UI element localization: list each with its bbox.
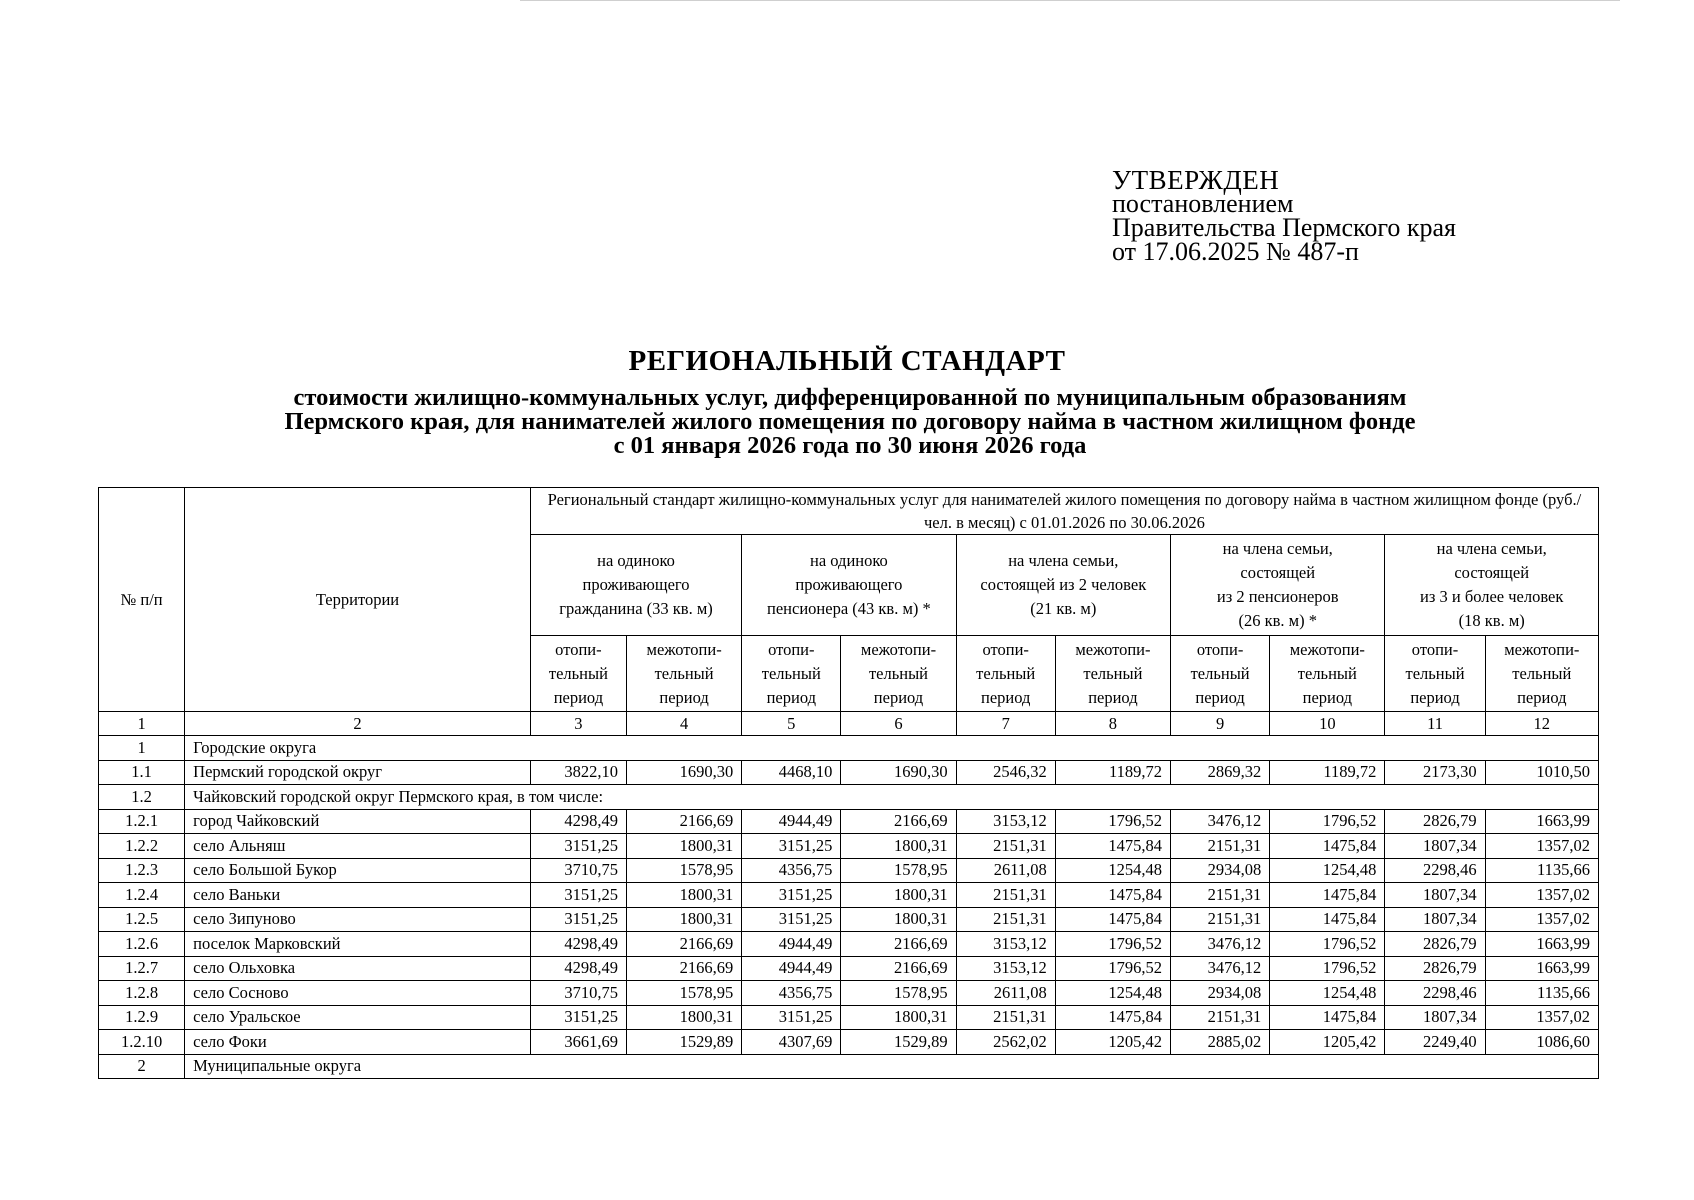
- cost-value: 2826,79: [1385, 932, 1485, 957]
- cost-value: 1357,02: [1485, 1005, 1598, 1030]
- header-group-1: [530, 535, 741, 636]
- cost-value: 1578,95: [626, 981, 741, 1006]
- cost-value: 1357,02: [1485, 907, 1598, 932]
- cost-value: 1800,31: [841, 1005, 956, 1030]
- cost-value: 3151,25: [530, 907, 626, 932]
- header-group-line: на члена семьи,: [1436, 539, 1547, 558]
- column-number: 5: [742, 712, 841, 736]
- cost-value: 4307,69: [742, 1030, 841, 1055]
- header-group-line: состоящей из 2 человек: [980, 575, 1147, 594]
- section-row: [99, 736, 1599, 761]
- cost-value: 3476,12: [1171, 932, 1270, 957]
- header-group-line: на одиноко: [810, 551, 888, 570]
- header-territory: Территории: [185, 488, 531, 712]
- cost-value: 2166,69: [626, 956, 741, 981]
- header-nonheating-line: период: [1302, 687, 1353, 707]
- cost-value: 3151,25: [530, 1005, 626, 1030]
- territory-name: село Сосново: [185, 981, 531, 1006]
- column-number: 2: [185, 712, 531, 736]
- table-row: [99, 834, 1599, 859]
- header-group-line: (18 кв. м): [1458, 611, 1525, 630]
- header-heating-line: тельный: [976, 663, 1036, 683]
- approval-line-1: постановлением: [1112, 189, 1294, 218]
- table-header: [99, 488, 1599, 712]
- cost-value: 1663,99: [1485, 809, 1598, 834]
- cost-value: 3153,12: [956, 932, 1055, 957]
- row-number: 1.2.4: [99, 883, 185, 908]
- header-heating-line: период: [553, 687, 604, 707]
- header-nonheating-line: период: [1088, 687, 1138, 707]
- document-subtitle: [160, 386, 1540, 458]
- table-row: [99, 956, 1599, 981]
- table-row: [99, 858, 1599, 883]
- row-number: 1.2.7: [99, 956, 185, 981]
- row-number: 1.2.2: [99, 834, 185, 859]
- approval-line-3: от 17.06.2025 № 487-п: [1112, 237, 1359, 266]
- territory-name: город Чайковский: [185, 809, 531, 834]
- cost-value: 4298,49: [530, 956, 626, 981]
- header-nonheating-line: тельный: [654, 663, 714, 683]
- cost-value: 4356,75: [742, 981, 841, 1006]
- cost-value: 4944,49: [742, 809, 841, 834]
- table-row: [99, 932, 1599, 957]
- cost-value: 1800,31: [626, 907, 741, 932]
- header-nonheating-line: тельный: [1083, 663, 1143, 683]
- header-group-line: на члена семьи,: [1222, 539, 1333, 558]
- header-nonheating-period: [626, 636, 741, 712]
- cost-value: 1475,84: [1270, 883, 1385, 908]
- cost-value: 1796,52: [1055, 809, 1170, 834]
- cost-value: 2611,08: [956, 858, 1055, 883]
- cost-value: 2826,79: [1385, 809, 1485, 834]
- column-number: 8: [1055, 712, 1170, 736]
- header-num: № п/п: [99, 488, 185, 712]
- cost-value: 1690,30: [841, 760, 956, 785]
- cost-value: 1475,84: [1055, 883, 1170, 908]
- header-group-line: проживающего: [795, 575, 903, 594]
- section-name: Городские округа: [185, 736, 1599, 761]
- header-nonheating-line: период: [873, 687, 924, 707]
- cost-value: 4468,10: [742, 760, 841, 785]
- cost-value: 1796,52: [1270, 932, 1385, 957]
- header-nonheating-line: межотопи-: [860, 639, 937, 659]
- header-heating-line: тельный: [1190, 663, 1250, 683]
- subtitle-line-2: Пермского края, для нанимателей жилого помещения по договору найма в частном жилищном фонде: [284, 408, 1416, 435]
- cost-value: 1254,48: [1270, 981, 1385, 1006]
- header-nonheating-line: межотопи-: [1075, 639, 1151, 659]
- cost-value: 1189,72: [1270, 760, 1385, 785]
- table-row: [99, 883, 1599, 908]
- cost-value: 3151,25: [742, 907, 841, 932]
- header-heating-line: период: [1410, 687, 1460, 707]
- cost-value: 1475,84: [1270, 1005, 1385, 1030]
- cost-value: 2934,08: [1171, 981, 1270, 1006]
- header-group-line: из 3 и более человек: [1420, 587, 1564, 606]
- table-row: [99, 981, 1599, 1006]
- section-name: Муниципальные округа: [185, 1054, 1599, 1079]
- cost-value: 1807,34: [1385, 1005, 1485, 1030]
- table-row: [99, 1030, 1599, 1055]
- header-group-line: проживающего: [582, 575, 690, 594]
- table-body: [99, 712, 1599, 1079]
- cost-value: 1135,66: [1485, 858, 1598, 883]
- column-number: 3: [530, 712, 626, 736]
- header-nonheating-period: [841, 636, 956, 712]
- cost-value: 3153,12: [956, 956, 1055, 981]
- cost-value: 2298,46: [1385, 981, 1485, 1006]
- cost-value: 3476,12: [1171, 956, 1270, 981]
- cost-value: 1796,52: [1270, 956, 1385, 981]
- cost-value: 2166,69: [626, 809, 741, 834]
- header-heating-line: тельный: [1405, 663, 1465, 683]
- cost-value: 1357,02: [1485, 834, 1598, 859]
- column-number: 7: [956, 712, 1055, 736]
- document-title: РЕГИОНАЛЬНЫЙ СТАНДАРТ: [628, 345, 1066, 377]
- approval-title: УТВЕРЖДЕН: [1112, 165, 1280, 195]
- section-row: [99, 1054, 1599, 1079]
- header-group-line: гражданина (33 кв. м): [559, 599, 713, 618]
- header-heating-period: [742, 636, 841, 712]
- approval-line-2: Правительства Пермского края: [1112, 213, 1456, 242]
- header-nonheating-line: межотопи-: [1504, 639, 1580, 659]
- cost-value: 1205,42: [1270, 1030, 1385, 1055]
- cost-value: 1475,84: [1270, 907, 1385, 932]
- cost-value: 2826,79: [1385, 956, 1485, 981]
- cost-value: 2151,31: [956, 883, 1055, 908]
- column-number: 1: [99, 712, 185, 736]
- cost-value: 2173,30: [1385, 760, 1485, 785]
- cost-value: 1663,99: [1485, 932, 1598, 957]
- territory-name: село Альняш: [185, 834, 531, 859]
- subtitle-line-1: стоимости жилищно-коммунальных услуг, дифференцированной по муниципальным образованиям: [293, 384, 1407, 411]
- row-number: 1: [99, 736, 185, 761]
- header-heating-line: тельный: [548, 663, 608, 683]
- cost-value: 3710,75: [530, 858, 626, 883]
- column-number: 10: [1270, 712, 1385, 736]
- header-group-3: [956, 535, 1170, 636]
- cost-value: 2562,02: [956, 1030, 1055, 1055]
- header-group-5: [1385, 535, 1599, 636]
- cost-value: 2611,08: [956, 981, 1055, 1006]
- header-group-line: пенсионера (43 кв. м) *: [767, 599, 931, 618]
- cost-value: 1529,89: [626, 1030, 741, 1055]
- row-number: 1.1: [99, 760, 185, 785]
- cost-value: 1205,42: [1055, 1030, 1170, 1055]
- header-group-2: [742, 535, 956, 636]
- cost-value: 1254,48: [1055, 858, 1170, 883]
- header-heating-line: отопи-: [1411, 639, 1459, 659]
- header-heating-line: отопи-: [982, 639, 1029, 659]
- cost-value: 2934,08: [1171, 858, 1270, 883]
- cost-value: 1796,52: [1270, 809, 1385, 834]
- cost-value: 1800,31: [841, 834, 956, 859]
- subtitle-line-3: с 01 января 2026 года по 30 июня 2026 года: [613, 432, 1087, 459]
- column-number: 9: [1171, 712, 1270, 736]
- header-group-4: [1171, 535, 1385, 636]
- row-number: 1.2.10: [99, 1030, 185, 1055]
- header-heating-line: период: [981, 687, 1031, 707]
- table-row: [99, 907, 1599, 932]
- cost-value: 2166,69: [841, 956, 956, 981]
- header-nonheating-line: межотопи-: [1289, 639, 1365, 659]
- header-nonheating-period: [1055, 636, 1170, 712]
- header-heating-line: тельный: [761, 663, 821, 683]
- cost-value: 2151,31: [956, 834, 1055, 859]
- cost-value: 1475,84: [1270, 834, 1385, 859]
- cost-value: 4356,75: [742, 858, 841, 883]
- cost-value: 1086,60: [1485, 1030, 1598, 1055]
- approval-stamp-block: [1112, 165, 1456, 266]
- section-name: Чайковский городской округ Пермского края, в том числе:: [185, 785, 1599, 810]
- cost-value: 1807,34: [1385, 834, 1485, 859]
- cost-value: 3151,25: [742, 883, 841, 908]
- cost-value: 1475,84: [1055, 834, 1170, 859]
- cost-value: 2151,31: [956, 1005, 1055, 1030]
- table-row: [99, 1005, 1599, 1030]
- territory-name: село Ольховка: [185, 956, 531, 981]
- cost-value: 1663,99: [1485, 956, 1598, 981]
- scan-top-edge: [520, 0, 1620, 1]
- cost-value: 1189,72: [1055, 760, 1170, 785]
- cost-value: 4944,49: [742, 932, 841, 957]
- cost-value: 1010,50: [1485, 760, 1598, 785]
- row-number: 1.2.9: [99, 1005, 185, 1030]
- header-main: Региональный стандарт жилищно-коммунальных услуг для нанимателей жилого помещения по договору найма в частном жилищном фонде (руб./чел. в месяц) с 01.01.2026 по 30.06.2026: [530, 488, 1598, 535]
- cost-value: 3151,25: [742, 834, 841, 859]
- cost-value: 1254,48: [1270, 858, 1385, 883]
- header-nonheating-period: [1270, 636, 1385, 712]
- row-number: 2: [99, 1054, 185, 1079]
- cost-value: 3153,12: [956, 809, 1055, 834]
- cost-value: 3661,69: [530, 1030, 626, 1055]
- header-heating-line: отопи-: [768, 639, 815, 659]
- row-number: 1.2.1: [99, 809, 185, 834]
- cost-value: 3151,25: [530, 834, 626, 859]
- column-number: 4: [626, 712, 741, 736]
- header-heating-period: [1171, 636, 1270, 712]
- cost-value: 3151,25: [530, 883, 626, 908]
- cost-value: 1800,31: [626, 883, 741, 908]
- header-heating-line: отопи-: [1196, 639, 1244, 659]
- section-row: [99, 785, 1599, 810]
- cost-value: 4298,49: [530, 932, 626, 957]
- header-nonheating-line: тельный: [1297, 663, 1357, 683]
- cost-value: 4298,49: [530, 809, 626, 834]
- cost-value: 3710,75: [530, 981, 626, 1006]
- cost-value: 1254,48: [1055, 981, 1170, 1006]
- cost-value: 2166,69: [841, 932, 956, 957]
- column-number: 12: [1485, 712, 1598, 736]
- cost-value: 2249,40: [1385, 1030, 1485, 1055]
- header-heating-line: отопи-: [555, 639, 602, 659]
- cost-value: 3151,25: [742, 1005, 841, 1030]
- cost-value: 1796,52: [1055, 932, 1170, 957]
- header-nonheating-line: период: [659, 687, 709, 707]
- cost-value: 1807,34: [1385, 883, 1485, 908]
- header-group-line: (26 кв. м) *: [1238, 611, 1317, 630]
- cost-value: 2546,32: [956, 760, 1055, 785]
- header-group-line: (21 кв. м): [1030, 599, 1097, 618]
- header-heating-period: [530, 636, 626, 712]
- cost-value: 1690,30: [626, 760, 741, 785]
- cost-value: 1578,95: [841, 858, 956, 883]
- cost-value: 1807,34: [1385, 907, 1485, 932]
- header-heating-period: [1385, 636, 1485, 712]
- header-nonheating-line: тельный: [1512, 663, 1572, 683]
- header-group-line: состоящей: [1454, 563, 1530, 582]
- header-group-line: из 2 пенсионеров: [1216, 587, 1339, 606]
- header-heating-line: период: [766, 687, 816, 707]
- cost-value: 1578,95: [626, 858, 741, 883]
- table-row: [99, 760, 1599, 785]
- cost-value: 2869,32: [1171, 760, 1270, 785]
- column-number: 6: [841, 712, 956, 736]
- territory-name: село Уральское: [185, 1005, 531, 1030]
- cost-value: 2151,31: [1171, 1005, 1270, 1030]
- regional-standard-table: [98, 487, 1599, 1079]
- header-group-line: на члена семьи,: [1008, 551, 1119, 570]
- header-nonheating-line: период: [1517, 687, 1567, 707]
- row-number: 1.2.3: [99, 858, 185, 883]
- row-number: 1.2.6: [99, 932, 185, 957]
- row-number: 1.2.8: [99, 981, 185, 1006]
- cost-value: 1578,95: [841, 981, 956, 1006]
- territory-name: село Ваньки: [185, 883, 531, 908]
- row-number: 1.2.5: [99, 907, 185, 932]
- territory-name: Пермский городской округ: [185, 760, 531, 785]
- cost-value: 1529,89: [841, 1030, 956, 1055]
- header-nonheating-period: [1485, 636, 1598, 712]
- territory-name: село Зипуново: [185, 907, 531, 932]
- territory-name: село Большой Букор: [185, 858, 531, 883]
- territory-name: поселок Марковский: [185, 932, 531, 957]
- cost-value: 2298,46: [1385, 858, 1485, 883]
- row-number: 1.2: [99, 785, 185, 810]
- header-heating-line: период: [1195, 687, 1245, 707]
- cost-value: 3822,10: [530, 760, 626, 785]
- cost-value: 1357,02: [1485, 883, 1598, 908]
- cost-value: 3476,12: [1171, 809, 1270, 834]
- cost-value: 2151,31: [1171, 834, 1270, 859]
- header-nonheating-line: тельный: [868, 663, 929, 683]
- header-heating-period: [956, 636, 1055, 712]
- header-group-line: состоящей: [1240, 563, 1316, 582]
- territory-name: село Фоки: [185, 1030, 531, 1055]
- cost-value: 1800,31: [841, 883, 956, 908]
- cost-value: 2151,31: [1171, 907, 1270, 932]
- cost-value: 1800,31: [626, 834, 741, 859]
- cost-value: 1800,31: [626, 1005, 741, 1030]
- table-row: [99, 809, 1599, 834]
- cost-value: 1800,31: [841, 907, 956, 932]
- cost-value: 1796,52: [1055, 956, 1170, 981]
- cost-value: 2166,69: [626, 932, 741, 957]
- cost-value: 4944,49: [742, 956, 841, 981]
- cost-value: 1135,66: [1485, 981, 1598, 1006]
- cost-value: 2166,69: [841, 809, 956, 834]
- column-number-row: [99, 712, 1599, 736]
- cost-value: 1475,84: [1055, 1005, 1170, 1030]
- header-group-line: на одиноко: [597, 551, 675, 570]
- cost-value: 1475,84: [1055, 907, 1170, 932]
- cost-value: 2885,02: [1171, 1030, 1270, 1055]
- column-number: 11: [1385, 712, 1485, 736]
- cost-value: 2151,31: [956, 907, 1055, 932]
- cost-value: 2151,31: [1171, 883, 1270, 908]
- header-nonheating-line: межотопи-: [646, 639, 722, 659]
